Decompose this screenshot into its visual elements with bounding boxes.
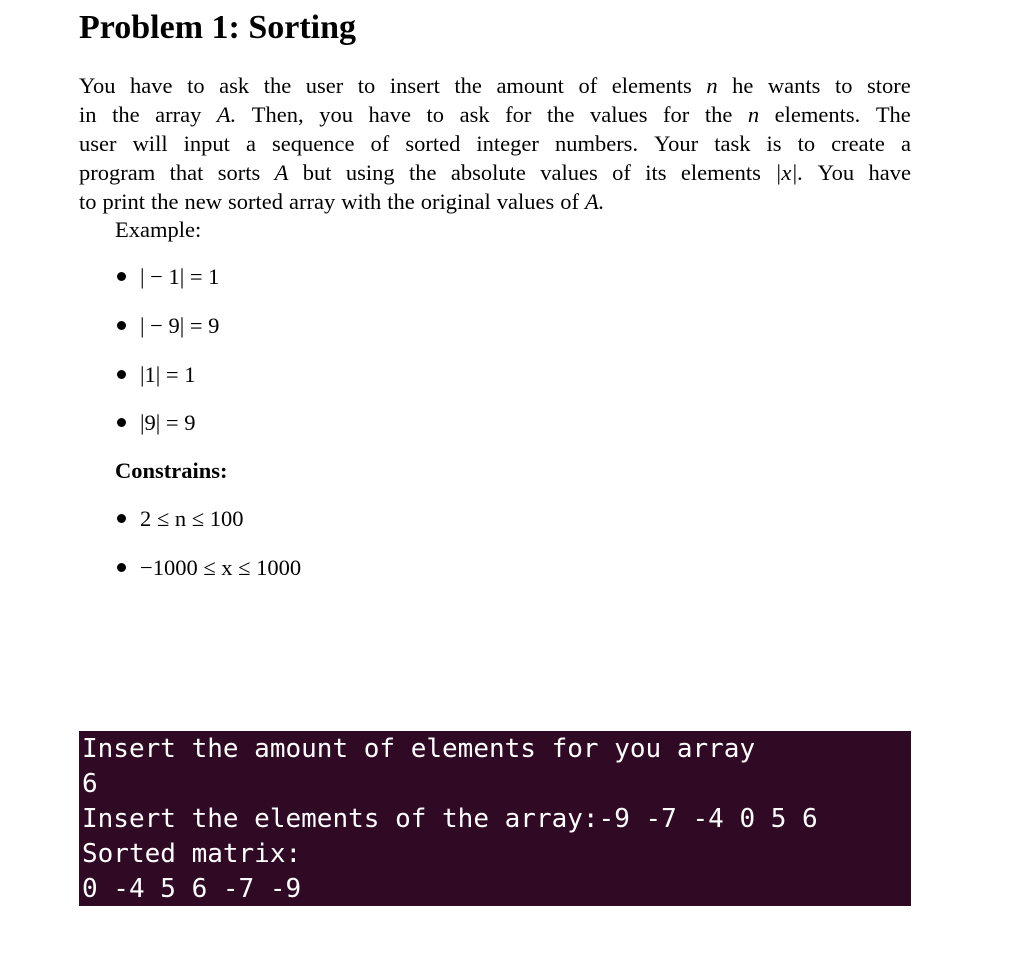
example-item [115, 360, 195, 389]
word: of [370, 131, 390, 156]
word: array [289, 189, 336, 214]
problem-description [79, 71, 911, 216]
word: store [867, 73, 911, 98]
word: sorted [228, 189, 284, 214]
terminal-line: Insert the elements of the array:-9 -7 -4 0 5 6 [82, 804, 818, 834]
word: sorts [217, 160, 261, 185]
word: You [79, 73, 116, 98]
description-line-5 [79, 187, 911, 216]
word: Your [654, 131, 699, 156]
word: values [540, 160, 598, 185]
bullet-icon [117, 514, 126, 523]
word: n [747, 102, 760, 127]
word: for [505, 102, 532, 127]
word: user [79, 131, 117, 156]
word: will [132, 131, 168, 156]
word: user [305, 73, 344, 98]
word: to [834, 73, 853, 98]
constraint-item [115, 553, 301, 582]
word: elements [680, 160, 761, 185]
terminal-line: 0 -4 5 6 -7 -9 [82, 874, 302, 904]
word: a [900, 131, 911, 156]
word: A [274, 160, 289, 185]
terminal-line: 6 [82, 769, 98, 799]
word: a [245, 131, 256, 156]
example-label: Example: [115, 217, 202, 242]
word: the [409, 160, 437, 185]
example-expression: |1| = 1 [140, 362, 196, 387]
word: to [79, 189, 97, 214]
word: you [319, 102, 353, 127]
word: the [546, 102, 575, 127]
example-item [115, 408, 195, 437]
description-line-2 [79, 100, 911, 129]
constraint-expression: 2 ≤ n ≤ 100 [140, 506, 244, 531]
word: integer [476, 131, 539, 156]
bullet-icon [117, 321, 126, 330]
word: elements. [774, 102, 861, 127]
word: You [817, 160, 855, 185]
word: values [496, 189, 555, 214]
bullet-icon [117, 418, 126, 427]
word: A. [584, 189, 605, 214]
example-item [115, 262, 219, 291]
terminal-output [79, 731, 911, 906]
bullet-icon [117, 370, 126, 379]
constraints-label: Constrains: [115, 458, 228, 483]
word: original [420, 189, 491, 214]
word: the [387, 189, 415, 214]
word: to [187, 73, 205, 98]
word: input [183, 131, 230, 156]
description-line-4 [79, 158, 911, 187]
word: have [368, 102, 411, 127]
word: the [151, 189, 179, 214]
word: have [130, 73, 173, 98]
word: create [831, 131, 885, 156]
word: print [102, 189, 146, 214]
word: is [766, 131, 782, 156]
word: values [589, 102, 648, 127]
word: using [345, 160, 395, 185]
word: the [454, 73, 482, 98]
word: the [704, 102, 733, 127]
word: of [578, 73, 598, 98]
word: to [797, 131, 816, 156]
word: n [706, 73, 718, 98]
constraint-item [115, 504, 243, 533]
word: ask [459, 102, 490, 127]
terminal-line: Insert the amount of elements for you array [82, 734, 756, 764]
word: array [155, 102, 202, 127]
bullet-icon [117, 563, 126, 572]
word: task [714, 131, 751, 156]
word: but [302, 160, 332, 185]
word: ask [219, 73, 250, 98]
word: of [612, 160, 631, 185]
word: the [263, 73, 292, 98]
description-line-1 [79, 71, 911, 100]
word: its [645, 160, 667, 185]
word: of [560, 189, 579, 214]
word: amount [496, 73, 564, 98]
word: with [341, 189, 382, 214]
word: have [868, 160, 911, 185]
word: sequence [272, 131, 355, 156]
word: wants [767, 73, 821, 98]
word: insert [389, 73, 440, 98]
word: absolute [450, 160, 526, 185]
example-expression: |9| = 9 [140, 410, 196, 435]
word: sorted [405, 131, 461, 156]
word: the [112, 102, 140, 127]
word: elements [611, 73, 692, 98]
word: The [875, 102, 911, 127]
terminal-line: Sorted matrix: [82, 839, 302, 869]
word: to [357, 73, 376, 98]
word: new [184, 189, 223, 214]
word: in [79, 102, 97, 127]
problem-title: Problem 1: Sorting [79, 9, 357, 46]
bullet-icon [117, 272, 126, 281]
word: for [663, 102, 690, 127]
word: numbers. [554, 131, 639, 156]
example-expression: | − 9| = 9 [140, 313, 220, 338]
example-expression: | − 1| = 1 [140, 264, 220, 289]
word: program [79, 160, 156, 185]
description-line-3 [79, 129, 911, 158]
constraint-expression: −1000 ≤ x ≤ 1000 [140, 555, 302, 580]
word: he [732, 73, 754, 98]
example-item [115, 311, 219, 340]
word: Then, [251, 102, 304, 127]
word: A. [216, 102, 237, 127]
word: |x|. [775, 160, 804, 185]
word: that [169, 160, 204, 185]
word: to [426, 102, 445, 127]
